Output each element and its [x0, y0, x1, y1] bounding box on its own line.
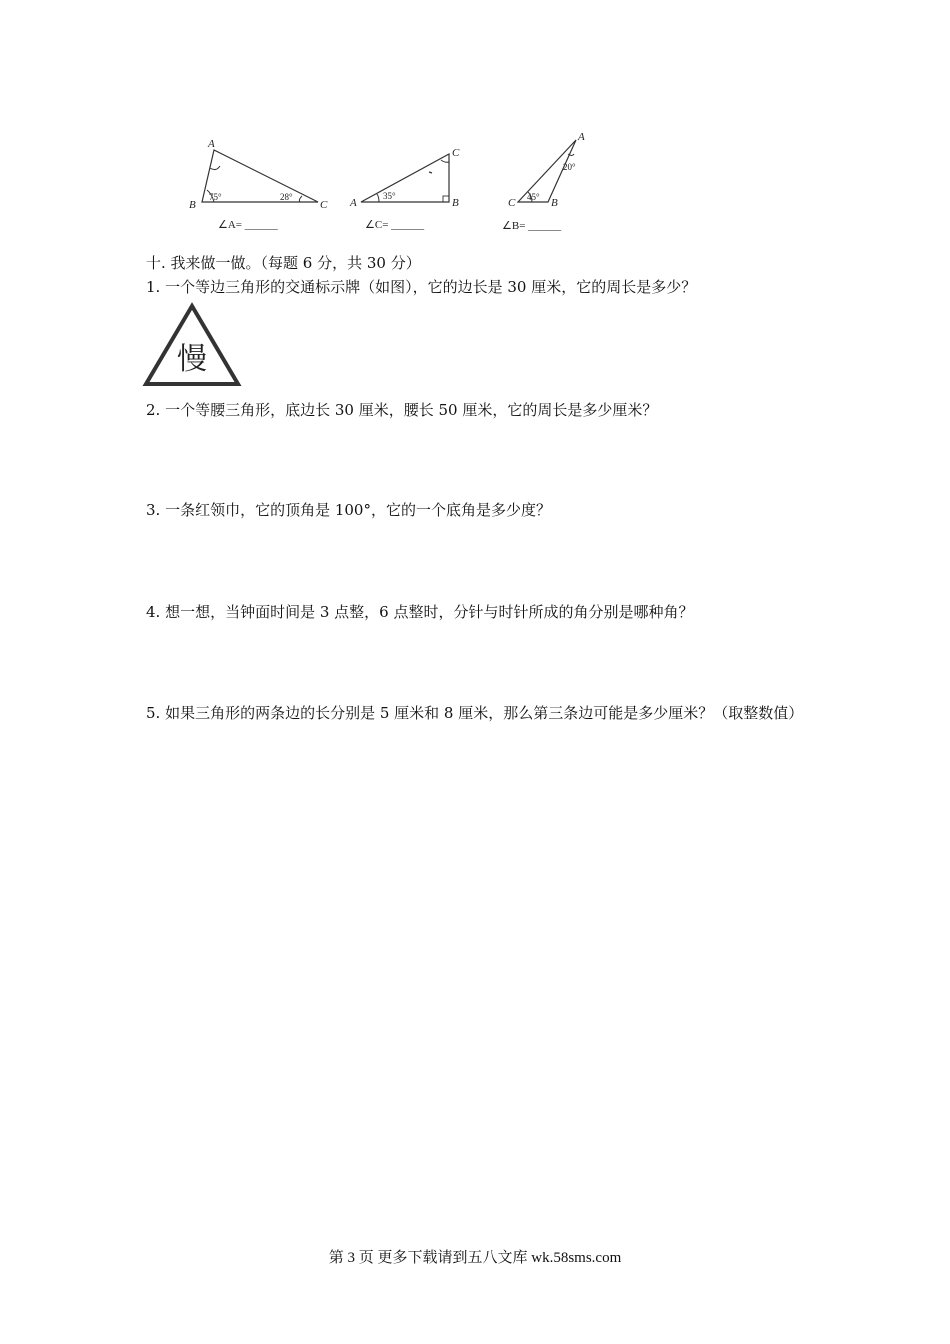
vertex-label: A — [208, 138, 215, 150]
vertex-label: A — [350, 197, 357, 209]
angle-label: 20° — [563, 162, 576, 172]
question-3: 3. 一条红领巾，它的顶角是 100°，它的一个底角是多少度？ — [146, 501, 551, 519]
angle-question: ∠B= ______ — [502, 220, 562, 232]
vertex-label: B — [551, 197, 558, 209]
figure-triangle-2 — [345, 140, 485, 236]
angle-label: 45° — [527, 192, 540, 202]
question-5: 5. 如果三角形的两条边的长分别是 5 厘米和 8 厘米，那么第三条边可能是多少厘米？（取整数值） — [146, 704, 804, 722]
angle-label: 28° — [280, 192, 293, 202]
sign-character: 慢 — [177, 342, 207, 377]
angle-label: 75° — [209, 192, 222, 202]
section-title: 十. 我来做一做。（每题 6 分，共 30 分） — [146, 254, 421, 272]
question-2: 2. 一个等腰三角形，底边长 30 厘米，腰长 50 厘米，它的周长是多少厘米？ — [146, 401, 658, 419]
vertex-label: B — [452, 197, 459, 209]
vertex-label: C — [320, 199, 328, 211]
vertex-label: B — [189, 199, 196, 211]
angle-question: ∠C= ______ — [365, 219, 425, 231]
figure-triangle-1 — [180, 132, 340, 236]
vertex-label: A — [578, 131, 585, 143]
vertex-label: C — [452, 147, 460, 159]
slow-traffic-sign — [142, 302, 242, 388]
figure-triangle-3 — [496, 126, 596, 236]
vertex-label: C — [508, 197, 516, 209]
page-footer: 第 3 页 更多下载请到五八文库 wk.58sms.com — [328, 1250, 622, 1266]
angle-question: ∠A= ______ — [218, 219, 278, 231]
question-1: 1. 一个等边三角形的交通标示牌（如图），它的边长是 30 厘米，它的周长是多少？ — [146, 278, 697, 296]
question-4: 4. 想一想，当钟面时间是 3 点整，6 点整时，分针与时针所成的角分别是哪种角？ — [146, 603, 694, 621]
angle-label: 35° — [383, 191, 396, 201]
